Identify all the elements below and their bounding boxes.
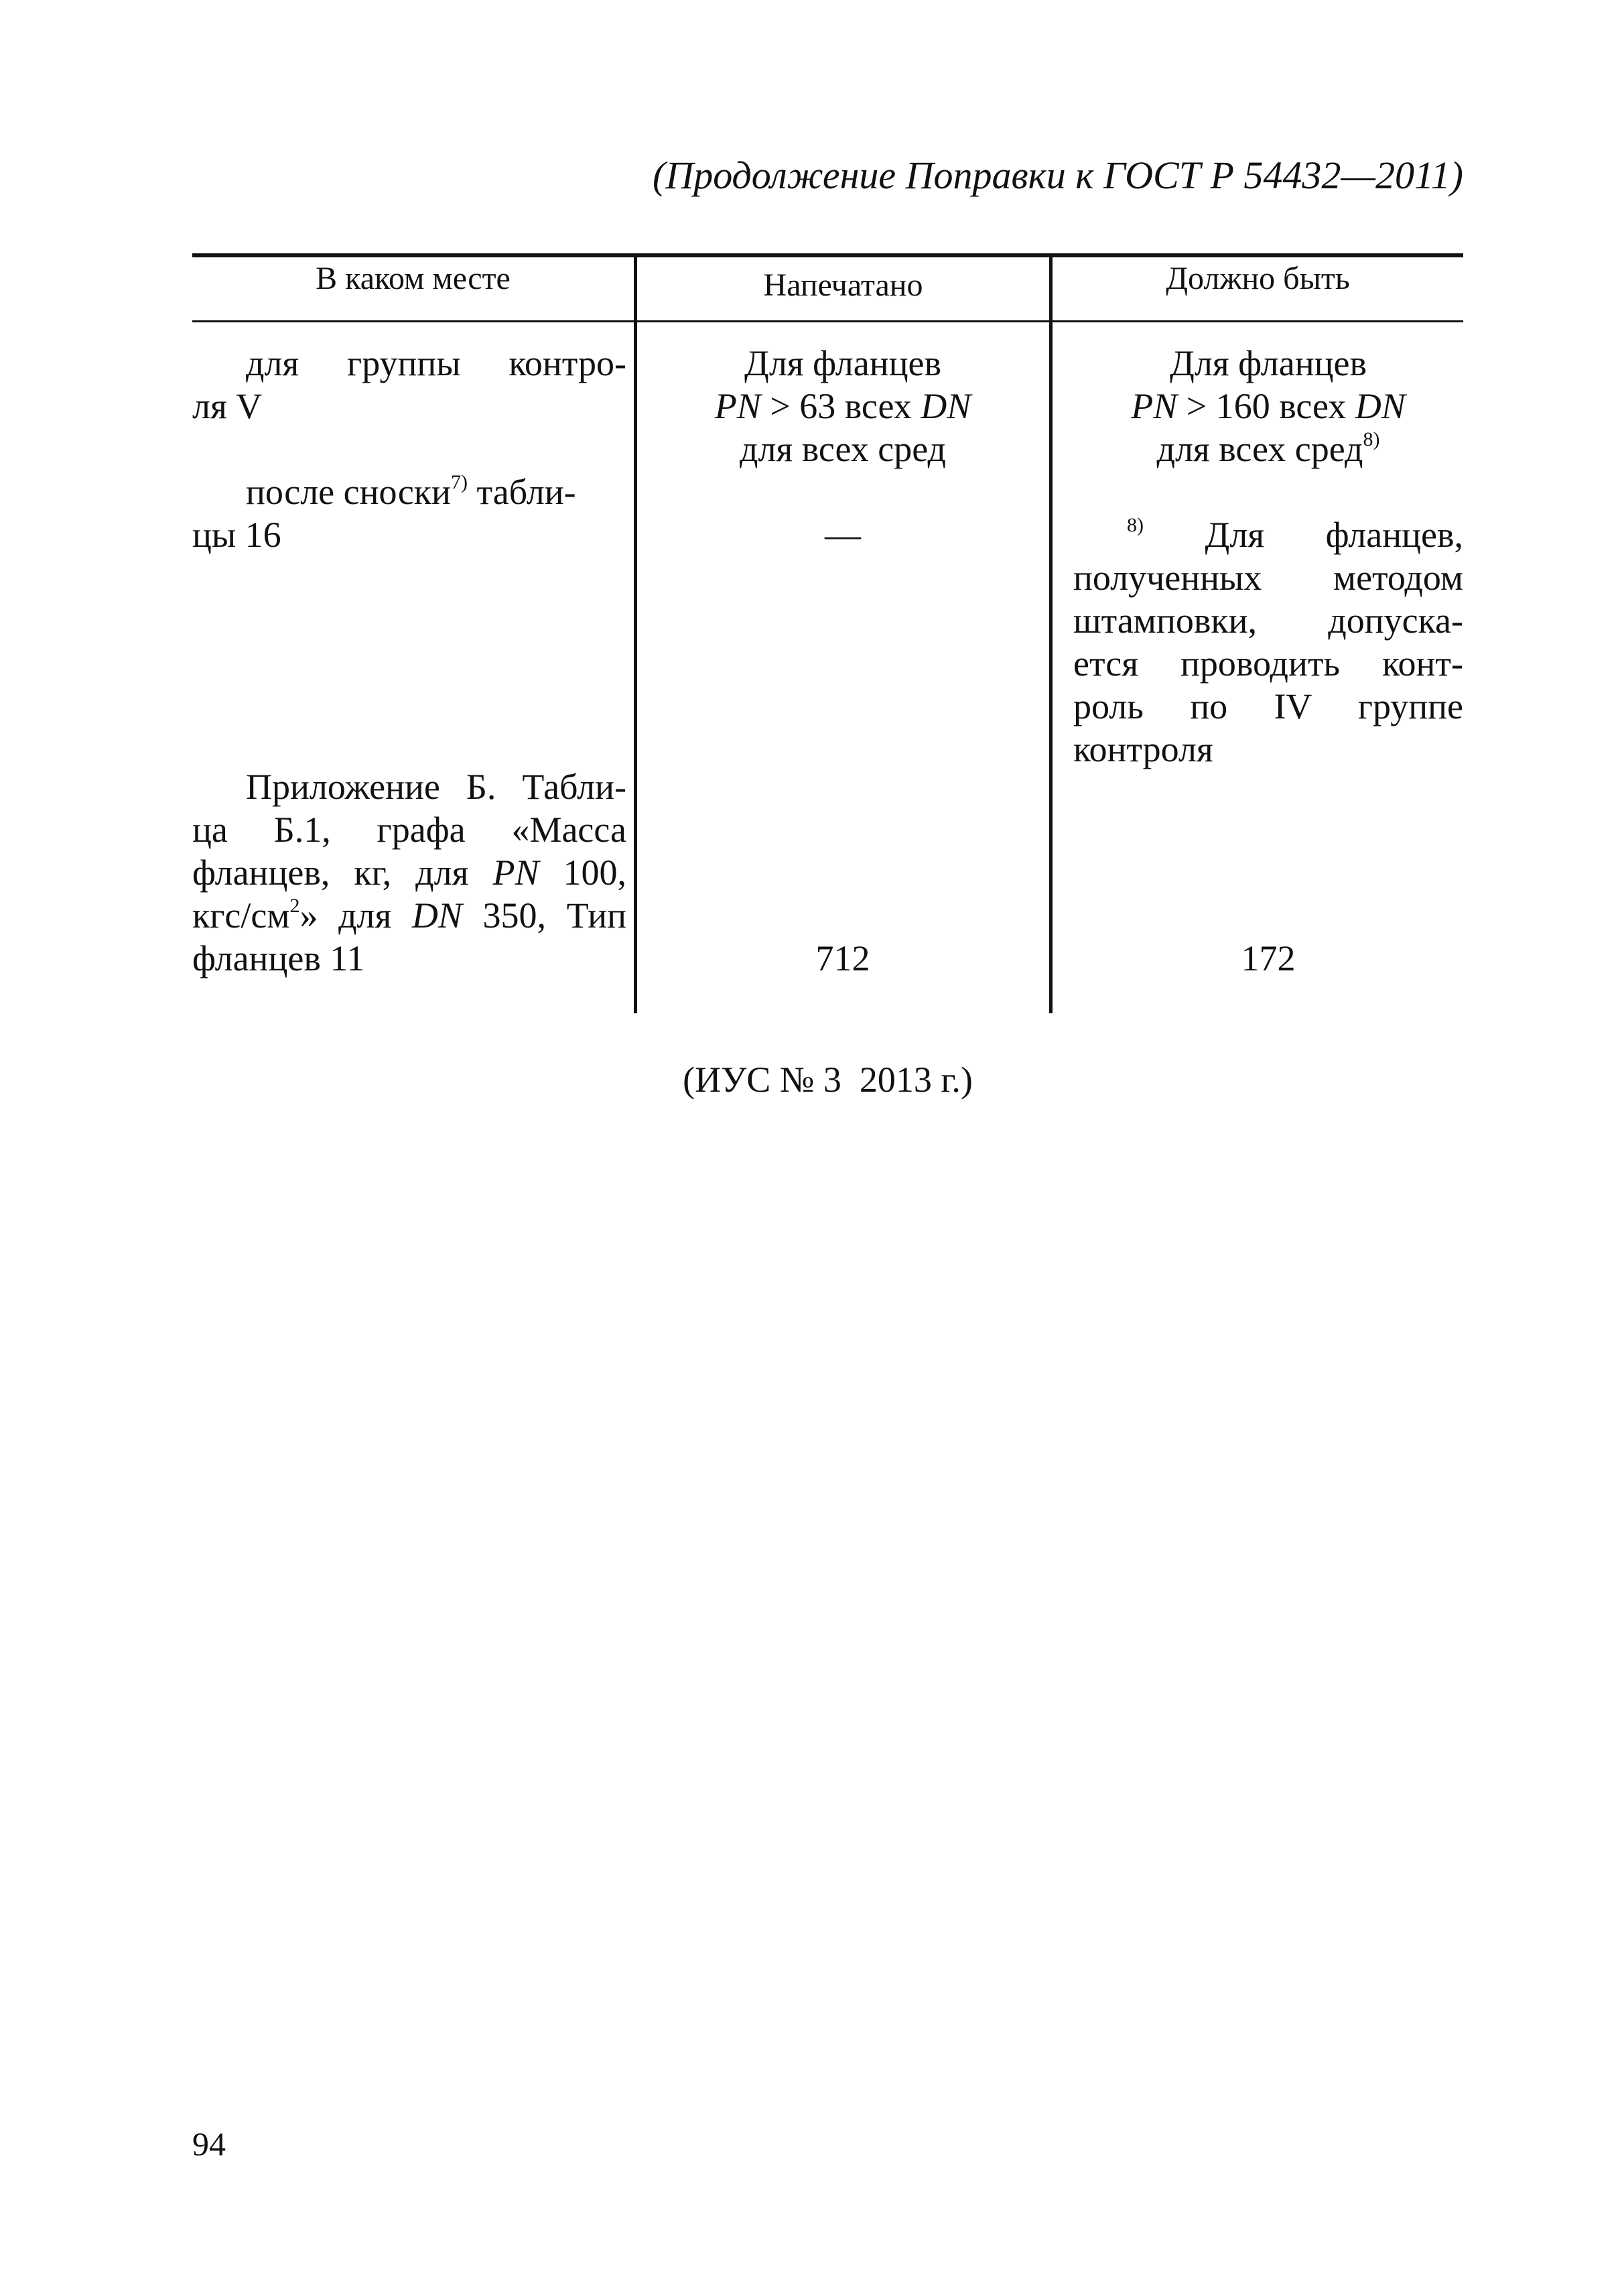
row3-should-be: 172	[1241, 938, 1296, 978]
row2-should-line3: штамповки, допуска-	[1073, 600, 1463, 641]
row1-should-mid: > 160 всех	[1177, 386, 1355, 426]
row2-should-line4: ется проводить конт-	[1073, 643, 1463, 684]
row3-where-line1: Приложение Б. Табли-	[246, 767, 626, 807]
row2-should-be	[1073, 513, 1463, 771]
row2-should-line6: контроля	[1073, 729, 1213, 769]
row1-should-line1: Для фланцев	[1170, 343, 1367, 383]
row1-where	[192, 342, 626, 428]
row3-where-line4	[192, 894, 626, 937]
footnote-ref-7: 7)	[450, 471, 468, 493]
row3-where-line5: фланцев 11	[192, 938, 365, 978]
column-divider-1	[634, 257, 637, 1013]
row2-where-line1	[192, 470, 626, 513]
column-header-printed: Напечатано	[763, 267, 923, 303]
pn-symbol: PN	[714, 386, 761, 426]
footnote-mark-8: 8)	[1127, 514, 1144, 536]
row3-printed: 712	[815, 938, 870, 978]
row3-where-line3b: 100,	[539, 852, 627, 893]
table-top-rule	[192, 253, 1463, 257]
row3-where-line4a: кгс/см	[192, 895, 290, 936]
row1-where-line1: для группы контро-	[246, 343, 626, 383]
row3-where-line2: ца Б.1, графа «Масса	[192, 810, 626, 850]
row3-where-line4c: 350, Тип	[462, 895, 626, 936]
pn-symbol: PN	[1131, 386, 1178, 426]
dn-symbol: DN	[1355, 386, 1406, 426]
row1-printed	[642, 342, 1044, 470]
row2-printed: —	[825, 515, 861, 555]
column-divider-2	[1049, 257, 1053, 1013]
row1-printed-mid: > 63 всех	[760, 386, 921, 426]
row3-where-line4b: » для	[299, 895, 412, 936]
row1-printed-line1: Для фланцев	[744, 343, 941, 383]
row2-where-pre: после сноски	[246, 472, 451, 512]
row1-should-line2	[1073, 385, 1463, 428]
row1-printed-line3: для всех сред	[739, 429, 947, 469]
ius-reference: (ИУС № 3 2013 г.)	[683, 1060, 973, 1100]
row2-should-line1	[1073, 513, 1463, 556]
row1-where-line2: ля V	[192, 386, 263, 426]
dn-symbol: DN	[411, 895, 462, 936]
page-header: (Продолжение Поправки к ГОСТ Р 54432—2011)	[653, 153, 1463, 197]
pn-symbol: PN	[492, 852, 539, 893]
row3-where	[192, 765, 626, 980]
footnote-ref-8: 8)	[1363, 428, 1380, 450]
row2-should-line2: полученных методом	[1073, 558, 1463, 598]
row1-printed-line2	[642, 385, 1044, 428]
row1-should-line3-text: для всех сред	[1156, 429, 1363, 469]
column-header-should-be: Должно быть	[1166, 261, 1350, 296]
row2-where	[192, 470, 626, 556]
superscript-2: 2	[289, 895, 300, 917]
row1-should-line3	[1073, 428, 1463, 470]
row1-should-be	[1073, 342, 1463, 470]
dn-symbol: DN	[921, 386, 971, 426]
row2-where-post: табли-	[467, 472, 576, 512]
column-header-where: В каком месте	[316, 261, 511, 296]
page-number: 94	[192, 2125, 226, 2163]
row2-where-line2: цы 16	[192, 515, 281, 555]
row3-where-line3	[192, 851, 626, 894]
row3-where-line3a: фланцев, кг, для	[192, 852, 493, 893]
row2-should-line1-text: Для фланцев,	[1144, 515, 1463, 555]
row2-should-line5: роль по IV группе	[1073, 686, 1463, 726]
table-header-rule	[192, 320, 1463, 322]
